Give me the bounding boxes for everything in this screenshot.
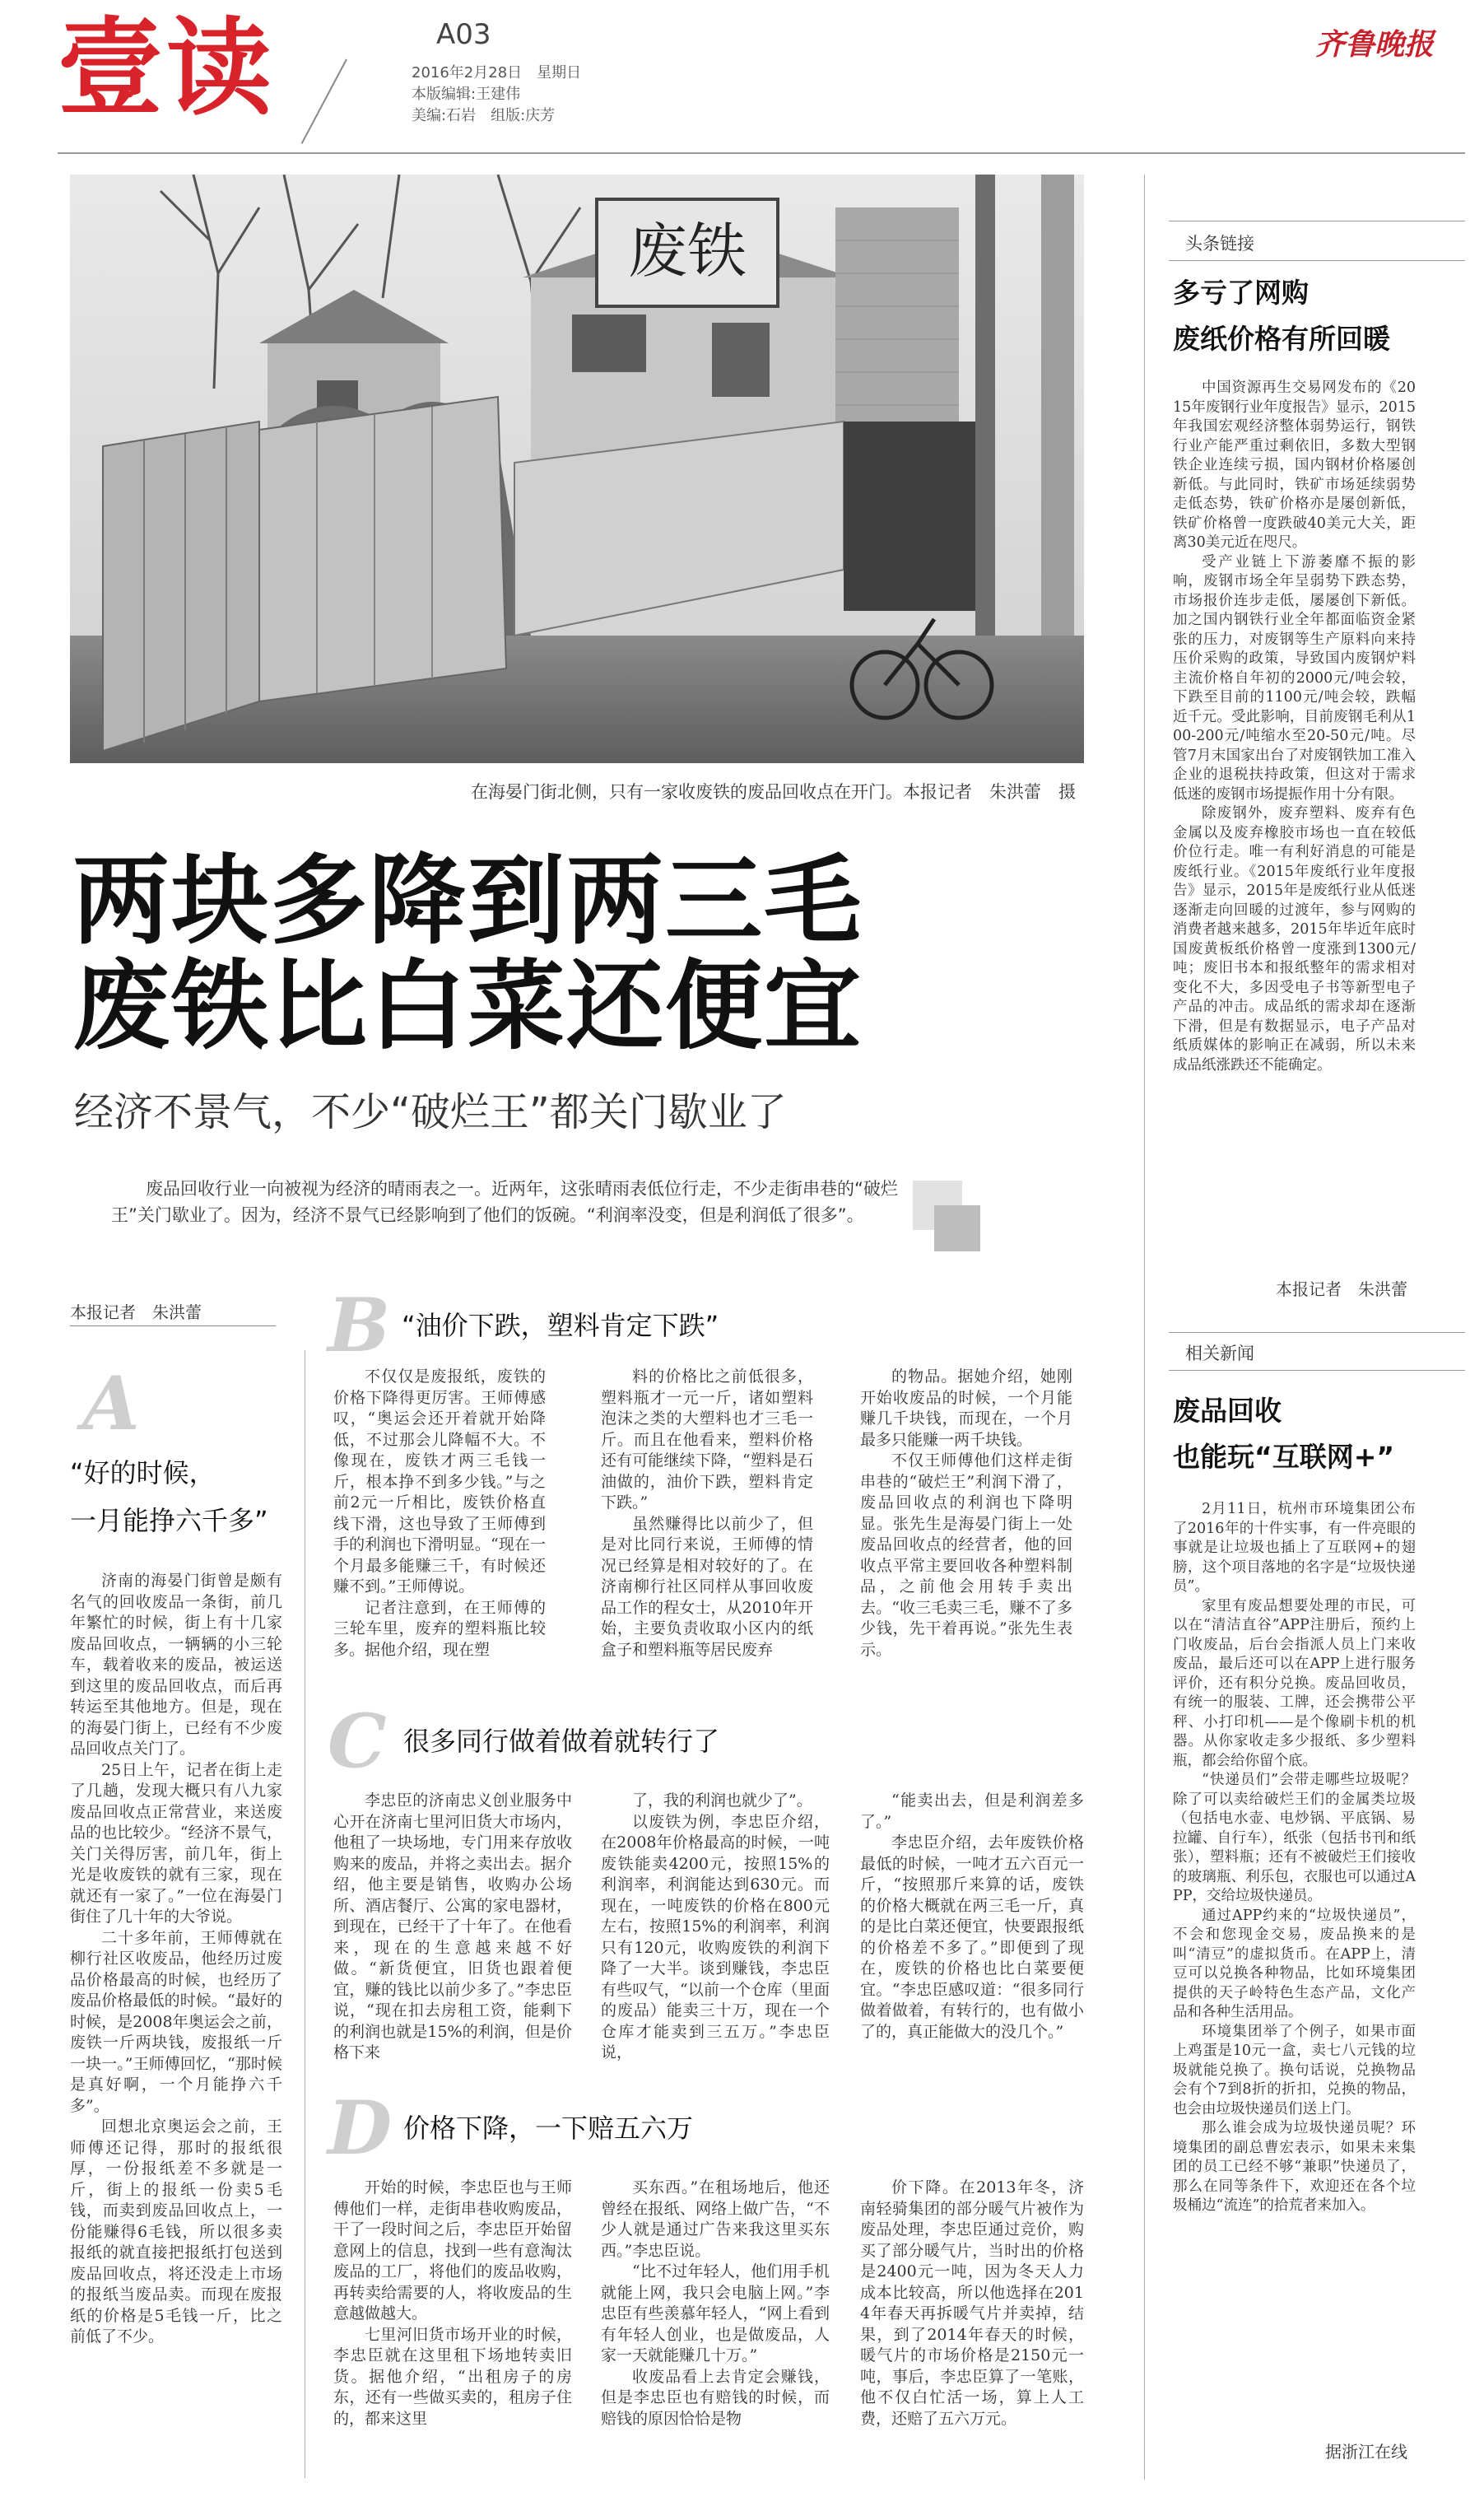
lead-paragraph: 废品回收行业一向被视为经济的晴雨表之一。近两年，这张晴雨表低位行走，不少走街串巷的“破烂王”关门歇业了。因为，经济不景气已经影响到了他们的饭碗。“利润率没变，但是利润低了很多”。 [111, 1179, 898, 1225]
byline-rule [70, 1325, 276, 1326]
section-c-letter: C [328, 1698, 387, 1785]
paragraph: 通过APP约来的“垃圾快递员”，不会和您现金交易，废品换来的是叫“清豆”的虚拟货币。在APP上，清豆可以兑换各种物品，比如环境集团提供的天子岭特色生态产品，文化产品和各种生活用品。 [1173, 1907, 1416, 2020]
sidebar-box1-byline: 本报记者 朱洪蕾 [1276, 1279, 1407, 1299]
paragraph: 受产业链上下游萎靡不振的影响，废钢市场全年呈弱势下跌态势，市场报价连步走低，屡屡创下新低。加之国内钢铁行业全年都面临资金紧张的压力，对废钢等生产原料向来持压价采购的政策，导致国内废钢炉料主流价格自年初的2000元/吨会较，下跌至目前的1100元/吨会较，跌幅近千元。受此影响，目前废钢毛利从100-200元/吨缩水至20-50元/吨。尽管7月末国家出台了对废钢铁加工准入企业的退税扶持政策，但这对于需求低迷的废钢市场提振作用十分有限。 [1173, 553, 1416, 803]
section-d-col-3 [860, 2178, 1084, 2429]
section-a-letter: A [82, 1360, 140, 1447]
paragraph: 环境集团举了个例子，如果市面上鸡蛋是10元一盒，卖七八元钱的垃圾就能兑换了。换句话说，兑换物品会有个7到8折的折扣，兑换的物品，也会由垃圾快递员们送上门。 [1173, 2023, 1416, 2117]
sidebar-box2-title-line1: 废品回收 [1173, 1395, 1282, 1427]
paragraph: 除废钢外，废弃塑料、废弃有色金属以及废弃橡胶市场也一直在较低价位行走。唯一有利好消息的可能是废纸行业。《2015年废纸行业年度报告》显示，2015年是废纸行业从低迷逐渐走向回暖的过渡年，参与网购的消费者越来越多，2015年毕近年底时国废黄板纸价格曾一度涨到1300元/吨；废旧书本和报纸整年的需求相对变化不大，多因受电子书等新型电子产品的冲击。成品纸的需求却在逐渐下滑，但是有数据显示，电子产品对纸质媒体的影响正在减弱，所以未来成品纸涨跌还不能确定。 [1173, 805, 1416, 1074]
page-editor: 本版编辑:王建伟 [412, 86, 521, 103]
sidebar-box1-title-line2: 废纸价格有所回暖 [1173, 323, 1390, 355]
subheadline: 经济不景气，不少“破烂王”都关门歇业了 [74, 1089, 787, 1135]
headline-line-1: 两块多降到两三毛 [72, 844, 863, 957]
paragraph: 李忠臣的济南忠义创业服务中心开在济南七里河旧货大市场内，他租了一块场地，专门用来存放收购来的废品，并将之卖出去。据介绍，他主要是销售，收购办公场所、酒店餐厅、公寓的家电器材，到现在，已经干了十年了。在他看来，现在的生意越来越不好做。“新货便宜，旧货也跟着便宜，赚的钱比以前少多了。”李忠臣说，“现在扣去房租工资，能剩下的利润也就是15%的利润，但是价格下来 [333, 1791, 572, 2061]
paragraph: 二十多年前，王师傅就在柳行社区收废品，他经历过废品价格最高的时候，也经历了废品价格最低的时候。“最好的时候，是2008年奥运会之前，废铁一斤两块钱，废报纸一斤一块一。”王师傅回忆，“那时候是真好啊，一个月能挣六千多”。 [70, 1928, 282, 2115]
section-c-title: 很多同行做着做着就转行了 [403, 1726, 720, 1757]
sidebar-tag-headline-link: 头条链接 [1185, 234, 1254, 254]
masthead-logo: 壹读 [58, 7, 276, 130]
section-d-letter: D [328, 2085, 393, 2172]
paragraph: 买东西。”在租场地后，他还曾经在报纸、网络上做广告，“不少人就是通过广告来我这里买东西。”李忠臣说。 [601, 2178, 830, 2260]
paragraph: 七里河旧货市场开业的时候，李忠臣就在这里租下场地转卖旧货。据他介绍，“出租房子的房东，还有一些做买卖的，租房子住的，都来这里 [333, 2325, 572, 2428]
paragraph: 不仅王师傅他们这样走街串巷的“破烂王”利润下滑了，废品回收点的利润也下降明显。张先生是海晏门街上一处废品回收点的经营者，他的回收点平常主要回收各种塑料制品，之前他会用转手卖出去。“收三毛卖三毛，赚不了多少钱，先干着再说。”张先生表示。 [860, 1451, 1072, 1659]
paragraph: 开始的时候，李忠臣也与王师傅他们一样，走街串巷收购废品，干了一段时间之后，李忠臣开始留意网上的信息，找到一些有意淘汰废品的工厂，将他们的废品收购，再转卖给需要的人，将收废品的生意越做越大。 [333, 2178, 572, 2322]
section-a-title [70, 1449, 268, 1544]
section-d-col-2 [601, 2178, 830, 2429]
paragraph: 虽然赚得比以前少了，但是对比同行来说，王师傅的情况已经算是相对较好的了。在济南柳行社区同样从事回收废品工作的程女士，从2010年开始，主要负责收取小区内的纸盒子和塑料瓶等居民废弃 [601, 1514, 813, 1659]
sidebar-box2-body [1173, 1500, 1416, 2216]
main-photo [70, 175, 1084, 763]
paragraph: “能卖出去，但是利润差多了。” [860, 1791, 1084, 1831]
sidebar-box2-top-rule [1169, 1332, 1465, 1333]
page-meta [412, 63, 581, 127]
page-date: 2016年2月28日 星期日 [412, 64, 582, 82]
paragraph: 回想北京奥运会之前，王师傅还记得，那时的报纸很厚，一份报纸差不多就是一斤，街上的报纸一份卖5毛钱，而卖到废品回收点上，一份能赚得6毛钱，所以很多卖报纸的就直接把报纸打包送到废品回收点，将还没走上市场的报纸当废品卖。而现在废报纸的价格是5毛钱一斤，比之前低了不少。 [70, 2117, 282, 2346]
section-a-body [70, 1571, 282, 2348]
section-b-col-3 [860, 1367, 1072, 1661]
section-b-col-1 [333, 1367, 546, 1661]
page-design: 美编:石岩 组版:庆芳 [412, 107, 556, 124]
section-d-col-1 [333, 2178, 572, 2429]
page-number: A03 [436, 18, 491, 51]
sign-board-text: 废铁 [627, 217, 747, 286]
newspaper-name: 齐鲁晚报 [1315, 27, 1435, 62]
photo-caption: 在海晏门街北侧，只有一家收废铁的废品回收点在开门。本报记者 朱洪蕾 摄 [471, 782, 1076, 802]
sidebar-box2-title [1173, 1388, 1394, 1480]
section-d-title: 价格下降，一下赔五六万 [403, 2113, 694, 2144]
section-c-col-3 [860, 1791, 1084, 2043]
sidebar-box2-tag-rule [1169, 1370, 1465, 1371]
byline: 本报记者 朱洪蕾 [70, 1302, 202, 1322]
paragraph: 家里有废品想要处理的市民，可以在“清洁直谷”APP注册后，预约上门收废品，后台会指派人员上门来收废品，最后还可以在APP上进行服务评价，还有积分兑换。废品回收员，有统一的服装、工牌，还会携带公平秤、小打印机——是个像刷卡机的机器。从你家收走多少报纸、多少塑料瓶，都会给你留个底。 [1173, 1597, 1416, 1769]
paragraph: 料的价格比之前低很多，塑料瓶才一元一斤，诸如塑料泡沫之类的大塑料也才三毛一斤。而且在他看来，塑料价格还有可能继续下降，“塑料是石油做的，油价下跌，塑料肯定下跌。” [601, 1367, 813, 1512]
paragraph: 2月11日，杭州市环境集团公布了2016年的十件实事，有一件亮眼的事就是让垃圾也插上了互联网+的翅膀，这个项目落地的名字是“垃圾快递员”。 [1173, 1501, 1416, 1595]
section-c-col-1 [333, 1791, 572, 2064]
sidebar-divider [1144, 175, 1145, 2480]
paragraph: 价下降。在2013年冬，济南轻骑集团的部分暖气片被作为废品处理，李忠臣通过竞价，购买了部分暖气片，当时出的价格是2400元一吨，因为冬天人力成本比较高，所以他选择在2014年春天再拆暖气片并卖掉，结果，到了2014年春天的时候，暖气片的市场价格是2150元一吨，事后，李忠臣算了一笔账，他不仅白忙活一场，算上人工费，还赔了五六万元。 [860, 2178, 1084, 2428]
paragraph: 的物品。据她介绍，她刚开始收废品的时候，一个月能赚几千块钱，而现在，一个月最多只能赚一两千块钱。 [860, 1367, 1072, 1449]
paragraph: “快递员们”会带走哪些垃圾呢？除了可以卖给破烂王们的金属类垃圾（包括电水壶、电炒锅、平底锅、易拉罐、自行车），纸张（包括书刊和纸张），塑料瓶；还有不被破烂王们接收的玻璃瓶、利乐包，衣服也可以通过APP，交给垃圾快递员。 [1173, 1772, 1416, 1904]
paragraph: 中国资源再生交易网发布的《2015年废钢行业年度报告》显示，2015年我国宏观经济整体弱势运行，钢铁行业产能严重过剩依旧，多数大型钢铁企业连续亏损，国内钢材价格屡创新低。与此同时，铁矿市场延续弱势走低态势，铁矿价格亦是屡创新低，铁矿价格曾一度跌破40美元大关，距离30美元近在咫尺。 [1173, 380, 1416, 551]
sidebar-box1-body [1173, 379, 1416, 1075]
section-a-title-line1: “好的时候， [70, 1457, 216, 1488]
scrap-yard-illustration [70, 175, 1084, 763]
sidebar-box2-title-line2: 也能玩“互联网+” [1173, 1441, 1395, 1473]
paragraph: 25日上午，记者在街上走了几趟，发现大概只有八九家废品回收点正常营业，来送废品的也比较少。“经济不景气，关门关得厉害，前几年，街上光是收废铁的就有三家，现在就还有一家了。”一位在海晏门街住了几十年的大爷说。 [70, 1760, 282, 1926]
sidebar-box1-title-line1: 多亏了网购 [1173, 277, 1309, 309]
header-rule [58, 152, 1465, 154]
sidebar-tag-related-news: 相关新闻 [1185, 1344, 1254, 1363]
paragraph: 济南的海晏门街曾是颇有名气的回收废品一条街，前几年繁忙的时候，街上有十几家废品回收点，一辆辆的小三轮车，载着收来的废品，被运送到这里的废品回收点，而后再转运至其他地方。但是，现在的海晏门街上，已经有不少废品回收点关门了。 [70, 1572, 282, 1758]
paragraph: 了，我的利润也就少了”。 [632, 1791, 812, 1810]
headline-line-2: 废铁比白菜还便宜 [72, 949, 863, 1063]
paragraph: 以废铁为例，李忠臣介绍，在2008年价格最高的时候，一吨废铁能卖4200元，按照15%的利润率，利润能达到630元。而现在，一吨废铁的价格在800元左右，按照15%的利润率，利润只有120元，收购废铁的利润下降了一大半。谈到赚钱，李忠臣有些叹气，“以前一个仓库（里面的废品）能卖三十万，现在一个仓库才能卖到三五万。”李忠臣说， [601, 1812, 830, 2061]
paragraph: 记者注意到，在王师傅的三轮车里，废弃的塑料瓶比较多。据他介绍，现在塑 [333, 1598, 546, 1659]
paragraph: 李忠臣介绍，去年废铁价格最低的时候，一吨才五六百元一斤，“按照那斤来算的话，废铁的价格大概就在两三毛一斤，真的是比白菜还便宜，快要跟报纸的价格差不多了。”即便到了现在，废铁的价格也比白菜要便宜。“李忠臣感叹道：“很多同行做着做着，有转行的，也有做小了的，真正能做大的没几个。” [860, 1833, 1084, 2041]
header-divider-slash [301, 59, 347, 144]
quote-mark-icon [909, 1176, 984, 1258]
paragraph: 那么谁会成为垃圾快递员呢？环境集团的副总曹宏表示，如果未来集团的员工已经不够“兼职”快递员了，那么在同等条件下，欢迎还在各个垃圾桶边“流连”的拾荒者来加入。 [1173, 2120, 1416, 2214]
paragraph: 收废品看上去肯定会赚钱，但是李忠臣也有赔钱的时候，而赔钱的原因恰恰是物 [601, 2367, 830, 2428]
paragraph: 不仅仅是废报纸，废铁的价格下降得更厉害。王师傅感叹，“奥运会还开着就开始降低，不过那会儿降幅不大。不像现在，废铁才两三毛钱一斤，根本挣不到多少钱。”与之前2元一斤相比，废铁价格直线下滑，这也导致了王师傅到手的利润也下滑明显。“现在一个月最多能赚三千，有时候还赚不到。”王师傅说。 [333, 1367, 546, 1596]
section-b-letter: B [328, 1282, 391, 1369]
sidebar-box1-title [1173, 270, 1390, 362]
paragraph: “比不过年轻人，他们用手机就能上网，我只会电脑上网。”李忠臣有些羡慕年轻人，“网上看到有年轻人创业，也是做废品，人家一天就能赚几十万。” [601, 2262, 830, 2364]
sidebar-box2-byline: 据浙江在线 [1325, 2442, 1407, 2462]
section-c-col-2 [601, 1791, 830, 2064]
section-b-col-2 [601, 1367, 813, 1661]
section-b-title: “油价下跌，塑料肯定下跌” [402, 1310, 719, 1341]
sidebar-tag-rule [1169, 260, 1465, 261]
section-a-title-line2: 一月能挣六千多” [70, 1505, 268, 1536]
